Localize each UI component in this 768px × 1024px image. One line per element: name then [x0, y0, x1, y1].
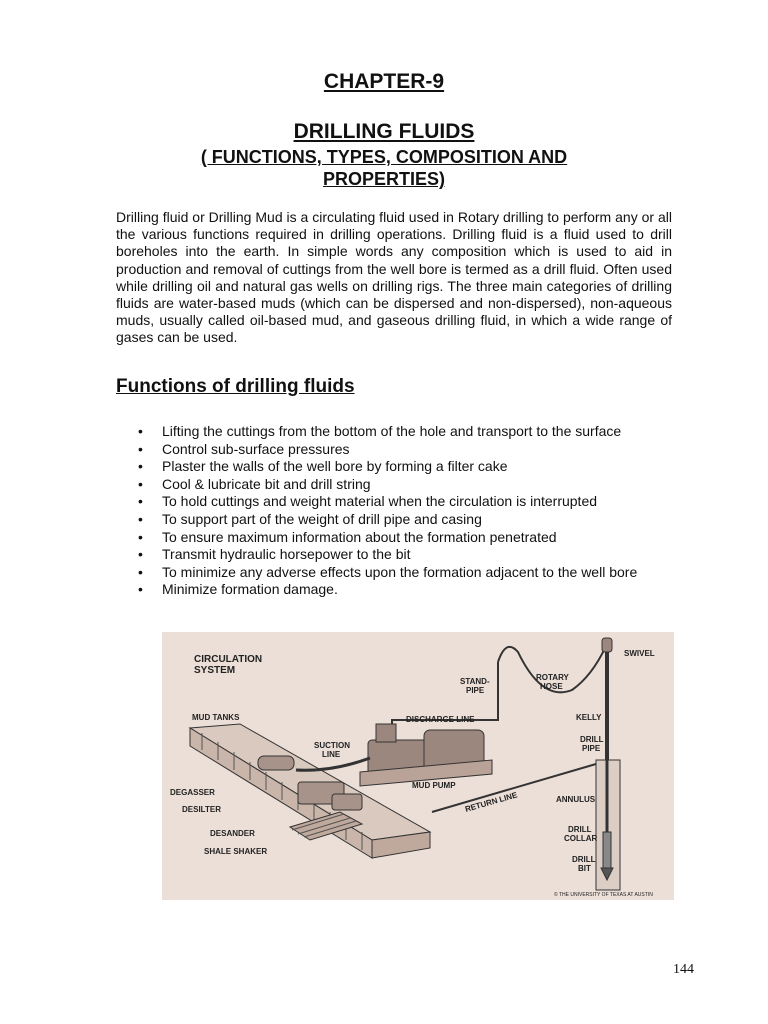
label-kelly: KELLY — [576, 713, 602, 722]
label-annulus: ANNULUS — [556, 795, 596, 804]
label-degasser: DEGASSER — [170, 788, 215, 797]
label-mud-pump: MUD PUMP — [412, 781, 456, 790]
page-number: 144 — [673, 962, 694, 977]
page-heading: DRILLING FLUIDS — [293, 120, 475, 143]
label-suction-line-2: LINE — [322, 750, 341, 759]
label-desilter: DESILTER — [182, 805, 221, 814]
wellbore-drawing — [596, 760, 620, 890]
figure-copyright: © THE UNIVERSITY OF TEXAS AT AUSTIN — [554, 892, 653, 898]
list-item: • Control sub-surface pressures — [162, 441, 722, 459]
figure-title-line2: SYSTEM — [194, 665, 236, 676]
figure-title: CIRCULATION — [194, 654, 263, 665]
label-mud-tanks: MUD TANKS — [192, 713, 240, 722]
label-suction-line: SUCTION — [314, 741, 350, 750]
chapter-title: CHAPTER-9 — [323, 70, 445, 93]
list-item: • To ensure maximum information about the formation penetrated — [162, 529, 722, 547]
mud-pump-drawing — [360, 724, 492, 786]
label-drill-bit: DRILL — [572, 855, 596, 864]
label-drill-bit-2: BIT — [578, 864, 591, 873]
swivel-drawing — [602, 638, 612, 652]
label-drill-collar-2: COLLAR — [564, 834, 598, 843]
circulation-system-diagram — [162, 632, 674, 900]
list-item: • To hold cuttings and weight material when the circulation is interrupted — [162, 493, 722, 511]
functions-list — [116, 423, 722, 599]
label-desander: DESANDER — [210, 829, 255, 838]
label-standpipe: STAND- — [460, 677, 490, 686]
list-item: • Lifting the cuttings from the bottom of the hole and transport to the surface — [162, 423, 722, 441]
page-subheading: ( FUNCTIONS, TYPES, COMPOSITION AND PROPERTIES) — [200, 147, 568, 189]
label-standpipe-2: PIPE — [466, 686, 485, 695]
label-drill-pipe-2: PIPE — [582, 744, 601, 753]
list-item: • To minimize any adverse effects upon the formation adjacent to the well bore — [162, 564, 722, 582]
label-rotary-hose-2: HOSE — [540, 682, 563, 691]
list-item: • Minimize formation damage. — [162, 581, 722, 599]
label-drill-pipe: DRILL — [580, 735, 604, 744]
list-item: • Plaster the walls of the well bore by forming a filter cake — [162, 458, 722, 476]
label-drill-collar: DRILL — [568, 825, 592, 834]
list-item: • Cool & lubricate bit and drill string — [162, 476, 722, 494]
list-item: • To support part of the weight of drill pipe and casing — [162, 511, 722, 529]
label-swivel: SWIVEL — [624, 649, 655, 658]
functions-heading: Functions of drilling fluids — [116, 376, 355, 397]
label-rotary-hose: ROTARY — [536, 673, 569, 682]
intro-paragraph: Drilling fluid or Drilling Mud is a circulating fluid used in Rotary drilling to perform any or all the various functions required in drilling operations. Drilling fluid is a fluid used to drill boreholes into the earth. In simple words any composition which is used to aid in production and removal of cuttings from the well bore is termed as a drill fluid. Often used while drilling oil and natural gas wells on drilling rigs. The three main categories of drilling fluids are water-based muds (which can be dispersed and non-dispersed), non-aqueous muds, usually called oil-based mud, and gaseous drilling fluid, in which a wide range of gases can be used. — [116, 209, 672, 346]
circulation-system-figure — [162, 632, 674, 900]
list-item: • Transmit hydraulic horsepower to the bit — [162, 546, 722, 564]
label-return-line: RETURN LINE — [464, 790, 519, 814]
label-discharge-line: DISCHARGE LINE — [406, 715, 475, 724]
label-shale-shaker: SHALE SHAKER — [204, 847, 268, 856]
